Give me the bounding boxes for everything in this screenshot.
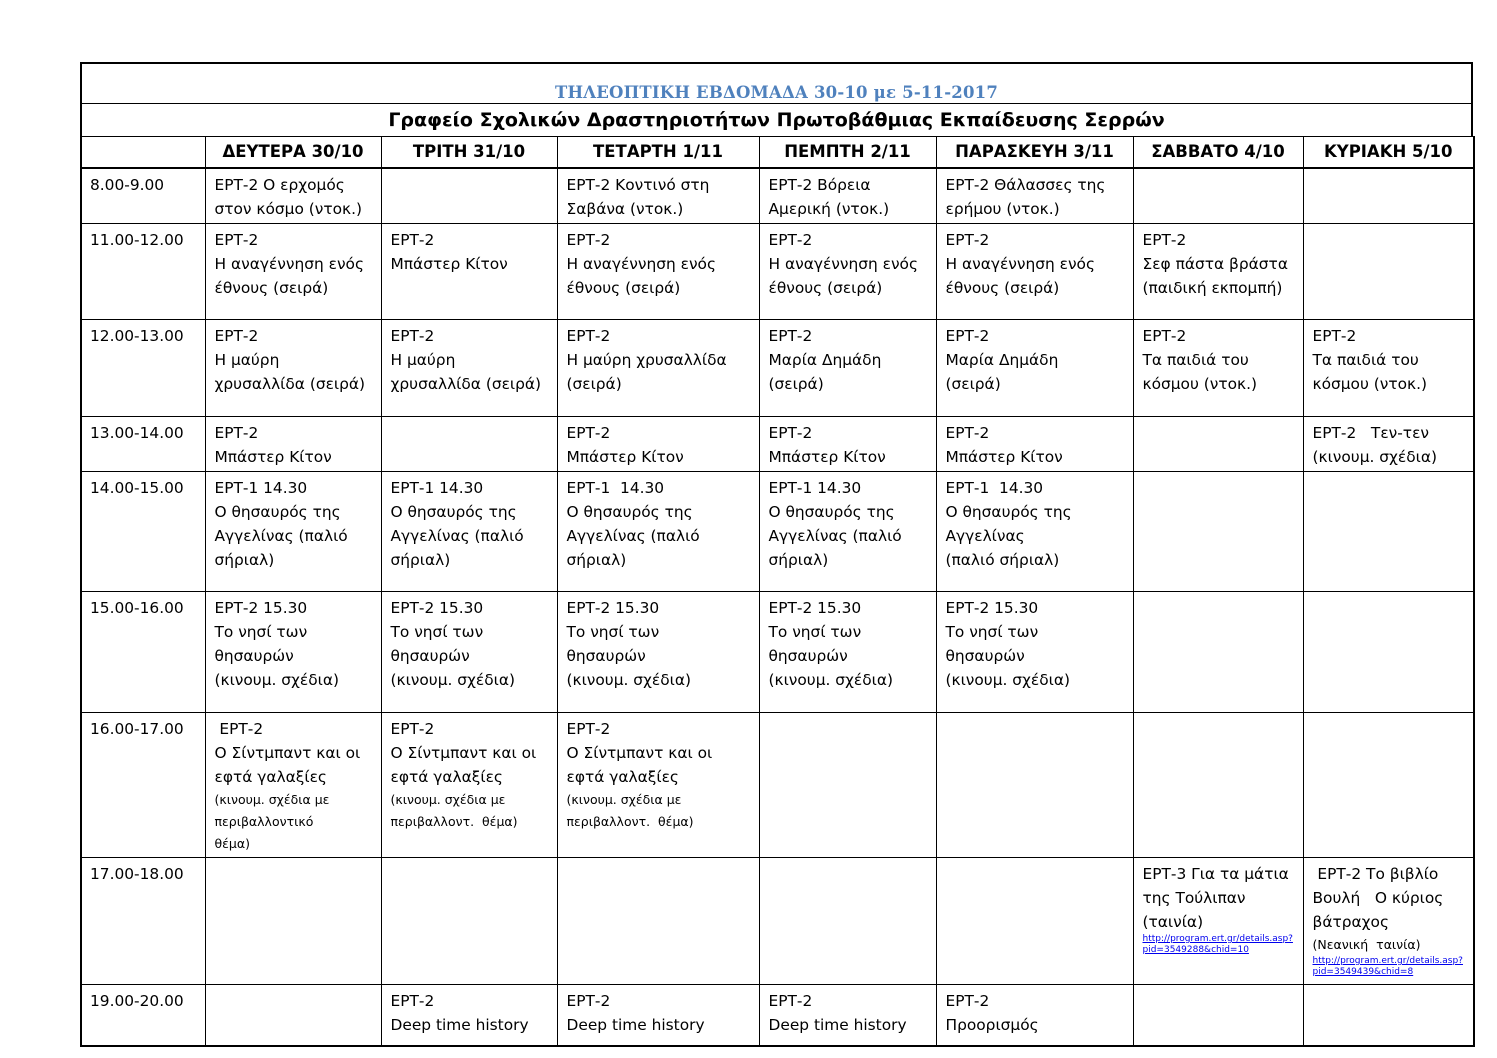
program-cell [1133,713,1303,858]
program-line: Deep time history [390,1016,529,1034]
program-cell [381,592,557,713]
program-line: Βουλή Ο κύριος [1312,889,1444,907]
program-line: ΕΡΤ-2 [390,992,435,1010]
program-cell [1303,168,1474,224]
program-line: Η αναγέννηση ενός [566,255,716,273]
program-cell [381,858,557,985]
program-line: σήριαλ) [768,551,829,569]
program-line: θησαυρών [390,647,470,665]
program-line: ΕΡΤ-1 14.30 [768,479,862,497]
program-line: ΕΡΤ-2 [945,424,990,442]
program-line: χρυσαλλίδα (σειρά) [214,375,366,393]
program-line: ΕΡΤ-2 [945,231,990,249]
program-line: ΕΡΤ-1 14.30 [214,479,308,497]
program-line: ΕΡΤ-2 [390,327,435,345]
program-line: (κινουμ. σχέδια) [390,671,516,689]
program-note: θέμα) [214,836,250,851]
program-line: ΕΡΤ-2 [566,231,611,249]
program-cell [1303,320,1474,417]
program-line: Η αναγέννηση ενός [945,255,1095,273]
program-line: (παιδική εκπομπή) [1142,279,1283,297]
program-cell [936,417,1133,472]
program-line: ΕΡΤ-2 [1142,327,1187,345]
program-note: περιβαλλοντ. θέμα) [390,814,518,829]
day-header: ΤΡΙΤΗ 31/10 [381,137,557,169]
program-line: ΕΡΤ-2 15.30 [768,599,862,617]
program-line: ΕΡΤ-2 [768,231,813,249]
program-line: θησαυρών [566,647,646,665]
program-line: ΕΡΤ-2 Βόρεια [768,176,871,194]
program-line: ΕΡΤ-2 Το βιβλίο [1312,865,1439,883]
table-row [81,985,1474,1046]
header-row [81,137,1474,169]
schedule-page [80,62,1473,1047]
program-line: (κινουμ. σχέδια) [214,671,340,689]
program-line: Ο Σίντμπαντ και οι [566,744,713,762]
program-link[interactable]: http://program.ert.gr/details.asp?pid=3549288&chid=10 [1142,934,1293,955]
program-line: Το νησί των [390,623,484,641]
program-line: Το νησί των [945,623,1039,641]
program-note: περιβαλλοντικό [214,814,314,829]
program-line: εφτά γαλαξίες [566,768,679,786]
program-line: Ο θησαυρός της [768,503,895,521]
program-line: Αγγελίνας (παλιό [566,527,700,545]
program-line: ΕΡΤ-2 [214,231,259,249]
program-cell [936,592,1133,713]
program-line: ΕΡΤ-2 Θάλασσες της [945,176,1106,194]
program-line: ΕΡΤ-2 [1312,327,1357,345]
program-cell [205,417,381,472]
program-cell [759,858,936,985]
program-cell [381,224,557,320]
table-row [81,320,1474,417]
day-header: ΔΕΥΤΕΡΑ 30/10 [205,137,381,169]
program-note: (κινουμ. σχέδια με [390,792,506,807]
program-cell [936,472,1133,592]
table-row [81,417,1474,472]
program-line: Μπάστερ Κίτον [390,255,508,273]
time-slot: 11.00-12.00 [81,224,205,320]
program-line: Ο θησαυρός της [390,503,517,521]
program-line: (ταινία) [1142,913,1204,931]
program-cell [759,168,936,224]
program-line: θησαυρών [768,647,848,665]
program-line: Μπάστερ Κίτον [945,448,1063,466]
program-line: ΕΡΤ-1 14.30 [566,479,665,497]
program-cell [557,592,759,713]
program-line: ΕΡΤ-2 [945,327,990,345]
program-cell [759,592,936,713]
program-line: θησαυρών [945,647,1025,665]
time-slot: 19.00-20.00 [81,985,205,1046]
day-header: ΣΑΒΒΑΤΟ 4/10 [1133,137,1303,169]
program-cell [381,713,557,858]
program-cell [1133,417,1303,472]
program-line: Αγγελίνας [945,527,1025,545]
program-line: Αμερική (ντοκ.) [768,200,890,218]
program-line: (κινουμ. σχέδια) [566,671,692,689]
program-cell [557,224,759,320]
program-line: εφτά γαλαξίες [214,768,327,786]
program-cell [1303,592,1474,713]
program-line: (σειρά) [566,375,622,393]
program-line: Η αναγέννηση ενός [214,255,364,273]
program-line: Η μαύρη [390,351,456,369]
program-line: ΕΡΤ-1 14.30 [390,479,484,497]
program-cell [205,224,381,320]
program-cell [205,320,381,417]
time-slot: 15.00-16.00 [81,592,205,713]
program-cell [1303,472,1474,592]
program-note: (κινουμ. σχέδια με [214,792,330,807]
program-line: έθνους (σειρά) [768,279,883,297]
program-cell [936,168,1133,224]
program-line: Τα παιδιά του [1142,351,1249,369]
program-line: ΕΡΤ-2 [566,327,611,345]
program-line: βάτραχος [1312,913,1389,931]
program-line: Το νησί των [566,623,660,641]
table-row [81,592,1474,713]
program-line: ΕΡΤ-1 14.30 [945,479,1044,497]
program-cell [205,985,381,1046]
program-cell [381,320,557,417]
table-row [81,168,1474,224]
program-cell [1303,224,1474,320]
program-line: Αγγελίνας (παλιό [768,527,902,545]
program-line: χρυσαλλίδα (σειρά) [390,375,542,393]
program-note: (Νεανική ταινία) [1312,937,1421,952]
day-header: ΤΕΤΑΡΤΗ 1/11 [557,137,759,169]
program-line: σήριαλ) [214,551,275,569]
program-cell [936,713,1133,858]
program-line: ΕΡΤ-2 [214,720,264,738]
program-cell [759,713,936,858]
program-line: ΕΡΤ-2 Ο ερχομός [214,176,345,194]
program-line: ΕΡΤ-2 [390,231,435,249]
program-line: Τα παιδιά του [1312,351,1419,369]
program-line: στον κόσμο (ντοκ.) [214,200,363,218]
program-line: Deep time history [768,1016,907,1034]
program-line: Ο Σίντμπαντ και οι [214,744,361,762]
subtitle-row [80,104,1473,136]
program-cell [936,858,1133,985]
day-header: ΚΥΡΙΑΚΗ 5/10 [1303,137,1474,169]
program-line: Μπάστερ Κίτον [566,448,684,466]
program-cell [205,713,381,858]
program-cell [557,985,759,1046]
program-line: Το νησί των [214,623,308,641]
program-cell [557,713,759,858]
program-line: Το νησί των [768,623,862,641]
program-cell [1133,224,1303,320]
program-line: Ο θησαυρός της [214,503,341,521]
program-line: Μαρία Δημάδη [945,351,1059,369]
program-line: Μπάστερ Κίτον [768,448,886,466]
program-cell [936,985,1133,1046]
program-line: ΕΡΤ-2 [566,424,611,442]
program-line: Σεφ πάστα βράστα [1142,255,1288,273]
program-cell [381,417,557,472]
time-slot: 12.00-13.00 [81,320,205,417]
program-line: (κινουμ. σχέδια) [945,671,1071,689]
program-line: Η μαύρη [214,351,280,369]
program-cell [759,472,936,592]
time-slot: 16.00-17.00 [81,713,205,858]
time-slot: 13.00-14.00 [81,417,205,472]
program-line: Ο θησαυρός της [566,503,693,521]
program-line: Η αναγέννηση ενός [768,255,918,273]
program-line: ερήμου (ντοκ.) [945,200,1060,218]
program-line: θησαυρών [214,647,294,665]
program-cell [1133,592,1303,713]
program-line: έθνους (σειρά) [214,279,329,297]
program-line: ΕΡΤ-2 [390,720,435,738]
page-subtitle: Γραφείο Σχολικών Δραστηριοτήτων Πρωτοβάθμιας Εκπαίδευσης Σερρών [388,109,1165,131]
day-header: ΠΑΡΑΣΚΕΥΗ 3/11 [936,137,1133,169]
program-line: έθνους (σειρά) [566,279,681,297]
program-line: Μπάστερ Κίτον [214,448,332,466]
page-title: ΤΗΛΕΟΠΤΙΚΗ ΕΒΔΟΜΑΔΑ 30-10 με 5-11-2017 [554,83,998,102]
program-cell [557,858,759,985]
program-cell [936,320,1133,417]
program-cell [205,168,381,224]
program-cell [1133,985,1303,1046]
program-line: (σειρά) [945,375,1001,393]
program-line: Προορισμός [945,1016,1039,1034]
program-cell [759,320,936,417]
program-line: σήριαλ) [566,551,627,569]
program-cell [557,320,759,417]
program-cell [1303,713,1474,858]
program-cell [1133,858,1303,985]
program-cell [1133,472,1303,592]
program-line: ΕΡΤ-2 [768,327,813,345]
program-cell [205,472,381,592]
program-line: σήριαλ) [390,551,451,569]
program-cell [1303,985,1474,1046]
program-cell [205,858,381,985]
program-line: της Τούλιπαν [1142,889,1246,907]
program-cell [557,417,759,472]
program-note: (κινουμ. σχέδια με [566,792,682,807]
program-cell [557,472,759,592]
table-row [81,472,1474,592]
program-line: Αγγελίνας (παλιό [390,527,524,545]
table-row [81,713,1474,858]
table-row [81,224,1474,320]
program-cell [1133,320,1303,417]
program-line: εφτά γαλαξίες [390,768,503,786]
program-line: ΕΡΤ-2 [768,992,813,1010]
program-line: ΕΡΤ-2 Κοντινό στη [566,176,710,194]
program-cell [1303,858,1474,985]
title-row [80,62,1473,104]
program-line: έθνους (σειρά) [945,279,1060,297]
program-line: ΕΡΤ-2 [1142,231,1187,249]
program-cell [1133,168,1303,224]
schedule-table [80,136,1475,1047]
program-note: περιβαλλοντ. θέμα) [566,814,694,829]
program-line: ΕΡΤ-2 [214,327,259,345]
program-cell [759,417,936,472]
program-cell [1303,417,1474,472]
program-line: Ο Σίντμπαντ και οι [390,744,537,762]
program-line: ΕΡΤ-2 [566,992,611,1010]
program-cell [381,168,557,224]
program-cell [381,985,557,1046]
program-line: (παλιό σήριαλ) [945,551,1060,569]
day-header: ΠΕΜΠΤΗ 2/11 [759,137,936,169]
program-line: ΕΡΤ-2 15.30 [214,599,308,617]
program-line: κόσμου (ντοκ.) [1312,375,1427,393]
program-line: ΕΡΤ-2 15.30 [566,599,660,617]
program-line: ΕΡΤ-2 [566,720,611,738]
program-cell [205,592,381,713]
program-cell [759,224,936,320]
header-corner [81,137,205,169]
program-cell [557,168,759,224]
program-line: ΕΡΤ-2 [768,424,813,442]
program-cell [759,985,936,1046]
table-row [81,858,1474,985]
time-slot: 14.00-15.00 [81,472,205,592]
program-line: Σαβάνα (ντοκ.) [566,200,684,218]
program-line: κόσμου (ντοκ.) [1142,375,1257,393]
program-cell [936,224,1133,320]
program-line: Deep time history [566,1016,705,1034]
time-slot: 8.00-9.00 [81,168,205,224]
program-link[interactable]: http://program.ert.gr/details.asp?pid=3549439&chid=8 [1312,956,1463,977]
program-line: (κινουμ. σχέδια) [768,671,894,689]
program-cell [381,472,557,592]
program-line: Η μαύρη χρυσαλλίδα [566,351,727,369]
program-line: ΕΡΤ-2 [945,992,990,1010]
program-line: Ο θησαυρός της [945,503,1072,521]
program-line: ΕΡΤ-2 Τεν-τεν [1312,424,1429,442]
program-line: ΕΡΤ-2 15.30 [390,599,484,617]
program-line: Αγγελίνας (παλιό [214,527,348,545]
program-line: (σειρά) [768,375,824,393]
program-line: ΕΡΤ-3 Για τα μάτια [1142,865,1289,883]
program-line: Μαρία Δημάδη [768,351,882,369]
program-line: (κινουμ. σχέδια) [1312,448,1438,466]
program-line: ΕΡΤ-2 15.30 [945,599,1039,617]
program-line: ΕΡΤ-2 [214,424,259,442]
time-slot: 17.00-18.00 [81,858,205,985]
